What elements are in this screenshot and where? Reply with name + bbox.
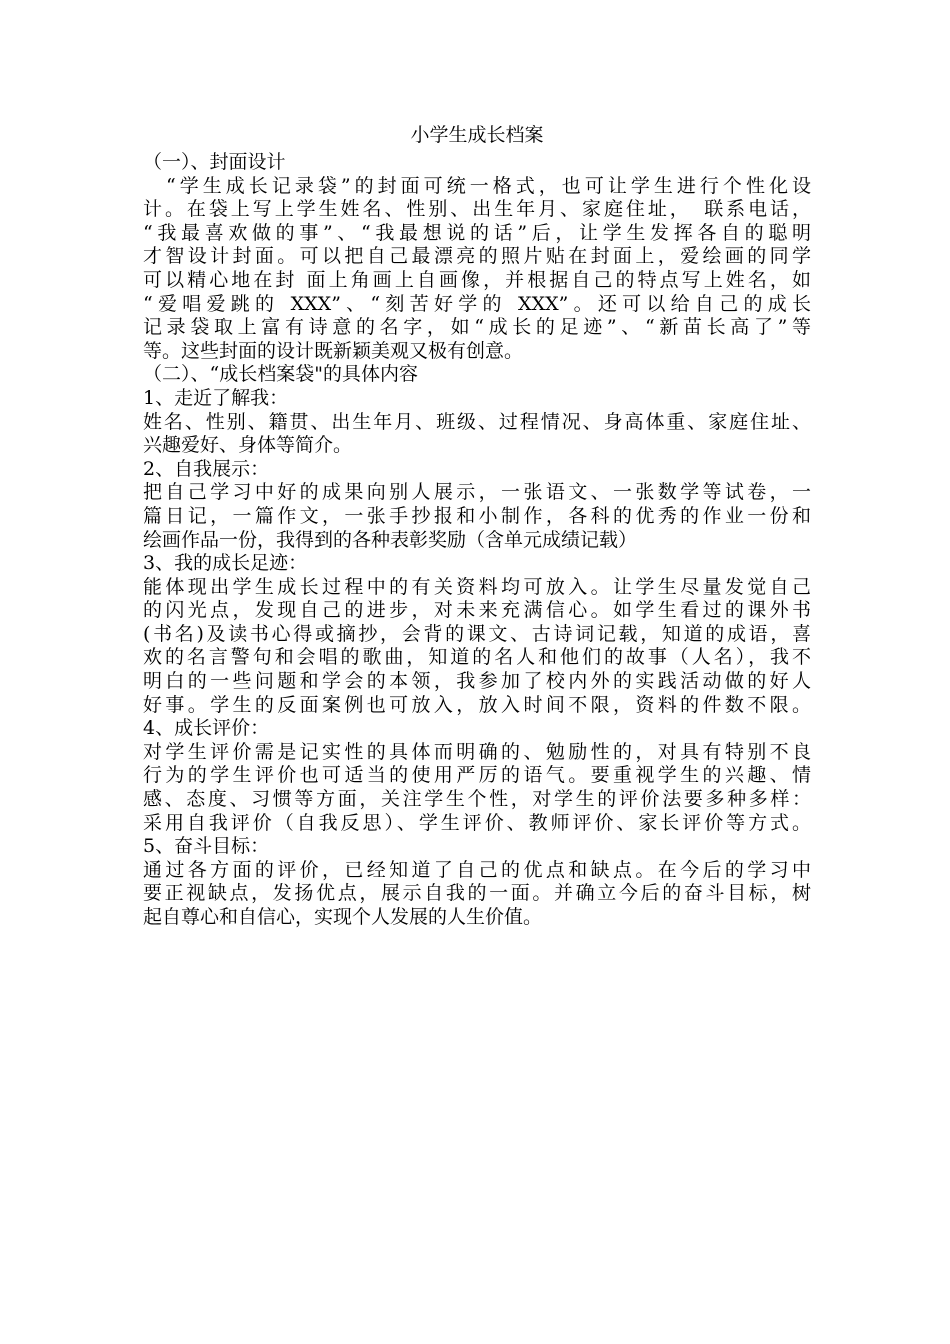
text-line: 明白的一些问题和学会的本领，我参加了校内外的实践活动做的好人 xyxy=(143,670,811,693)
text-line: 通过各方面的评价，已经知道了自己的优点和缺点。在今后的学习中 xyxy=(143,858,811,881)
text-line: 把自己学习中好的成果向别人展示，一张语文、一张数学等试卷，一 xyxy=(143,481,811,504)
text-line: 3、我的成长足迹： xyxy=(143,552,308,575)
text-line: 5、奋斗目标： xyxy=(143,835,270,858)
text-line: 记录袋取上富有诗意的名字，如“成长的足迹”、“新苗长高了”等 xyxy=(143,316,811,339)
text-line: “爱唱爱跳的 XXX”、“刻苦好学的 XXX”。还可以给自己的成长 xyxy=(143,292,811,315)
text-line: 兴趣爱好、身体等简介。 xyxy=(143,434,353,457)
text-line: 的闪光点，发现自己的进步，对未来充满信心。如学生看过的课外书 xyxy=(143,599,811,622)
text-line: “学生成长记录袋”的封面可统一格式，也可让学生进行个性化设 xyxy=(143,174,811,197)
text-line: 能体现出学生成长过程中的有关资料均可放入。让学生尽量发觉自己 xyxy=(143,575,811,598)
text-line: 起自尊心和自信心，实现个人发展的人生价值。 xyxy=(143,906,543,928)
text-line: 绘画作品一份，我得到的各种表彰奖励（含单元成绩记载） xyxy=(143,528,638,551)
text-line: 行为的学生评价也可适当的使用严厉的语气。要重视学生的兴趣、情 xyxy=(143,764,811,787)
text-line: 要正视缺点，发扬优点，展示自我的一面。并确立今后的奋斗目标，树 xyxy=(143,882,811,905)
text-line: 感、态度、习惯等方面，关注学生个性，对学生的评价法要多种多样： xyxy=(143,788,811,811)
text-line: 才智设计封面。可以把自己最漂亮的照片贴在封面上，爱绘画的同学 xyxy=(143,245,811,268)
document-body xyxy=(143,151,811,930)
text-line: (书名)及读书心得或摘抄，会背的课文、古诗词记载，知道的成语，喜 xyxy=(143,622,811,645)
text-line: （二）、“成长档案袋"的具体内容 xyxy=(143,363,418,386)
text-line: 对学生评价需是记实性的具体而明确的、勉励性的，对具有特别不良 xyxy=(143,740,811,763)
text-line: 1、走近了解我： xyxy=(143,386,289,409)
document-title: 小学生成长档案 xyxy=(410,124,544,146)
text-line: （一）、封面设计 xyxy=(143,151,286,173)
text-line: 2、自我展示： xyxy=(143,457,270,480)
text-line: 姓名、性别、籍贯、出生年月、班级、过程情况、身高体重、家庭住址、 xyxy=(143,410,811,433)
text-line: 篇日记，一篇作文，一张手抄报和小制作，各科的优秀的作业一份和 xyxy=(143,504,811,527)
text-line: 采用自我评价（自我反思）、学生评价、教师评价、家长评价等方式。 xyxy=(143,811,811,834)
text-line: 可以精心地在封 面上角画上自画像，并根据自己的特点写上姓名，如 xyxy=(143,268,811,291)
text-line: 欢的名言警句和会唱的歌曲，知道的名人和他们的故事（人名），我不 xyxy=(143,646,811,669)
text-line: 计。在袋上写上学生姓名、性别、出生年月、家庭住址， 联系电话， xyxy=(143,198,811,221)
text-line: 等。这些封面的设计既新颖美观又极有创意。 xyxy=(143,339,524,362)
document-page xyxy=(143,120,811,930)
text-line: “我最喜欢做的事”、“我最想说的话”后，让学生发挥各自的聪明 xyxy=(143,221,811,244)
text-line: 4、成长评价： xyxy=(143,717,270,740)
text-line: 好事。学生的反面案例也可放入，放入时间不限，资料的件数不限。 xyxy=(143,693,811,716)
